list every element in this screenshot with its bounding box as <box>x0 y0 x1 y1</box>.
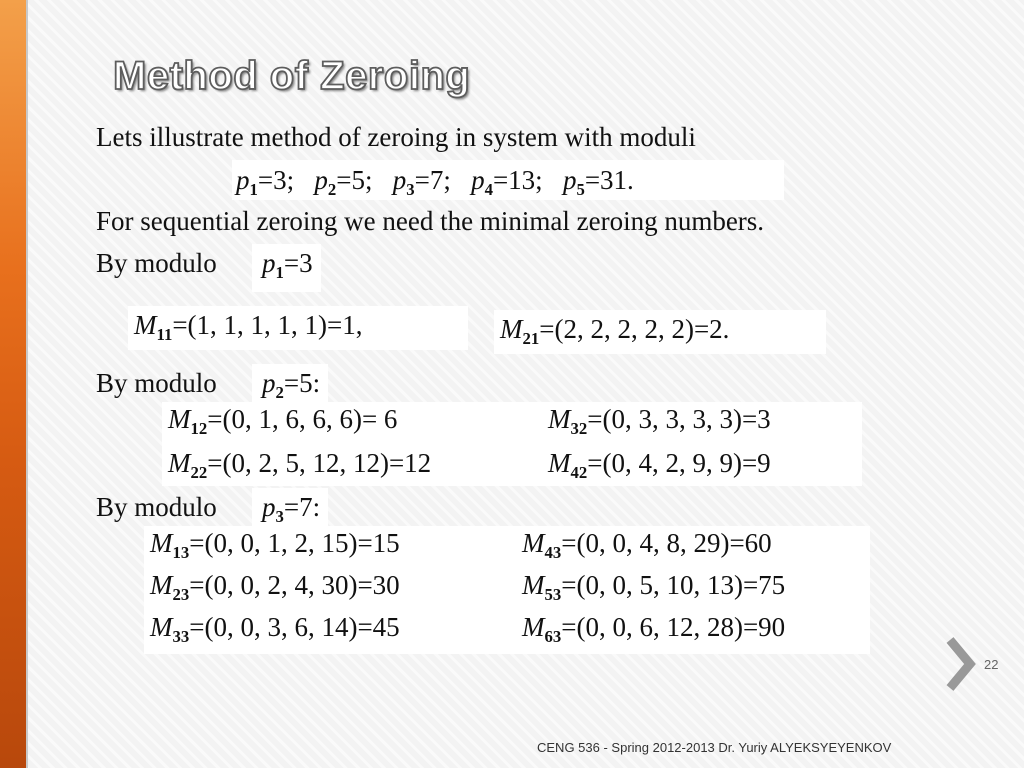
zeroing-equation: $M_{13}=(0$, 0, 1, 2, 15)=15 <box>150 528 400 562</box>
zeroing-equation: $M_{53}=(0$, 0, 5, 10, 13)=75 <box>522 570 786 604</box>
footer-text: CENG 536 - Spring 2012-2013 Dr. Yuriy ALYEKSYEYENKOV <box>537 740 892 755</box>
accent-side-bar <box>0 0 26 768</box>
moduli-term: $p_5=31$. <box>562 165 634 199</box>
section-label: By modulo <box>96 368 217 398</box>
equation-panel <box>144 526 870 654</box>
moduli-formula <box>232 160 784 200</box>
zeroing-equation: $M_{21}=(2$, 2, 2, 2, 2)=2. <box>500 314 730 348</box>
moduli-term: $p_1=3$; <box>236 165 295 199</box>
intro-text: Lets illustrate method of zeroing in system with moduli <box>96 122 696 152</box>
zeroing-equation: $M_{43}=(0$, 0, 4, 8, 29)=60 <box>522 528 772 562</box>
zeroing-equation: $M_{23}=(0$, 0, 2, 4, 30)=30 <box>150 570 400 604</box>
zeroing-equation: $M_{11}=(1$, 1, 1, 1, 1)=1, <box>134 310 363 344</box>
zeroing-equation: $M_{33}=(0$, 0, 3, 6, 14)=45 <box>150 612 400 646</box>
zeroing-equation: $M_{63}=(0$, 0, 6, 12, 28)=90 <box>522 612 786 646</box>
section-modulus-formula: $p_1=3$ <box>252 244 321 292</box>
page-number: 22 <box>984 657 999 672</box>
zeroing-equation: $M_{12}=(0$, 1, 6, 6, 6)= 6 <box>168 404 398 438</box>
section-modulus-formula: $p_3=7$: <box>252 488 328 536</box>
section-modulus-formula: $p_2=5$: <box>252 364 328 412</box>
section-label: By modulo <box>96 492 217 522</box>
moduli-term: $p_3=7$; <box>392 165 451 199</box>
sequential-zeroing-text: For sequential zeroing we need the minimal zeroing numbers. <box>96 206 765 236</box>
zeroing-equation: $M_{22}=(0$, 2, 5, 12, 12)=12 <box>168 448 432 482</box>
equation-panel <box>494 310 826 354</box>
slide-title: Method of Zeroing <box>113 54 471 98</box>
zeroing-equation: $M_{42}=(0$, 4, 2, 9, 9)=9 <box>548 448 771 482</box>
moduli-term: $p_2=5$; <box>314 165 373 199</box>
equation-panel <box>128 306 468 350</box>
zeroing-equation: $M_{32}=(0$, 3, 3, 3, 3)=3 <box>548 404 771 438</box>
side-bar-divider <box>26 0 28 768</box>
moduli-term: $p_4=13$; <box>471 165 543 199</box>
chevron-right-icon[interactable] <box>944 636 976 692</box>
section-label: By modulo <box>96 248 217 278</box>
equation-panel <box>162 402 862 486</box>
